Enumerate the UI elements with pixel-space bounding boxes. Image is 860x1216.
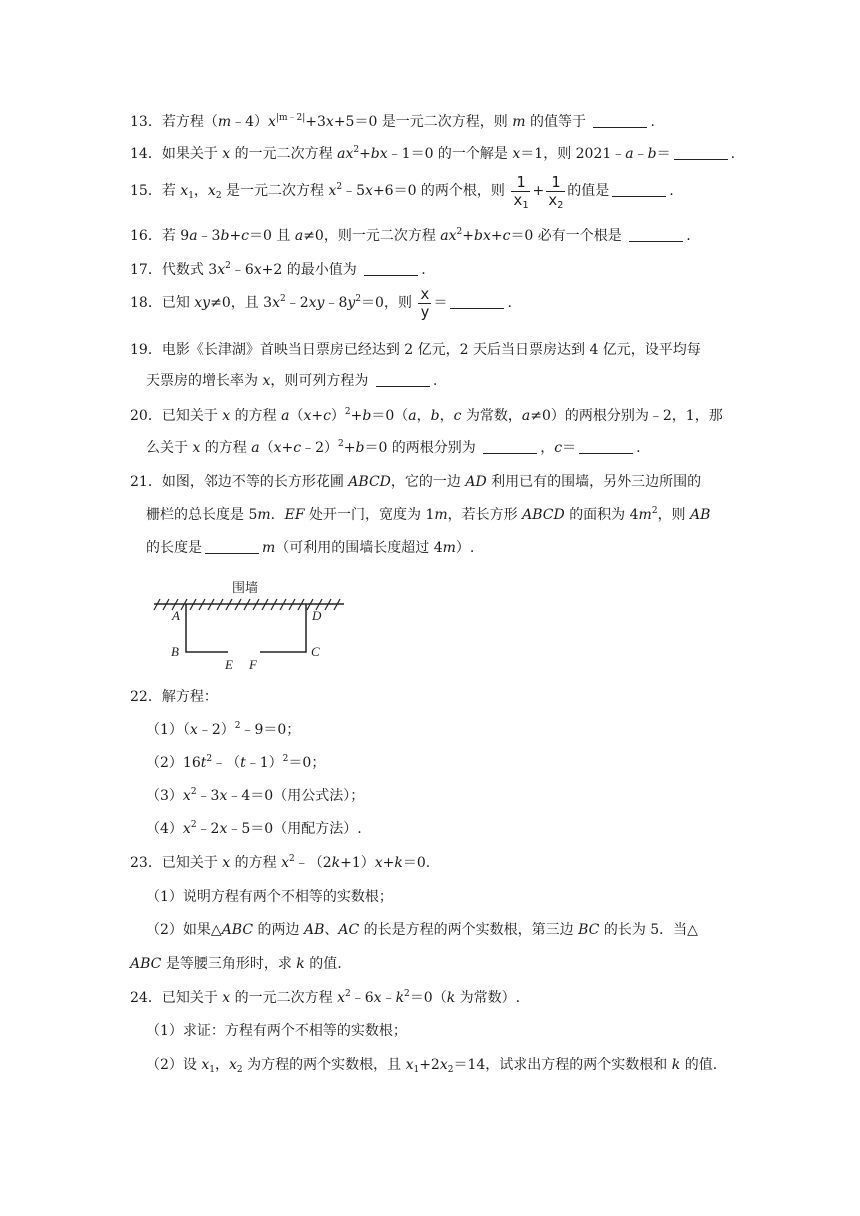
text-segment: +5＝0 是一元二次方程，则 xyxy=(333,114,508,130)
answer-blank[interactable] xyxy=(612,183,666,197)
text-segment: ） xyxy=(330,408,345,424)
superscript: 2 xyxy=(234,721,241,731)
text-segment: 已知 xyxy=(161,295,190,311)
text-segment: （3） xyxy=(146,788,183,804)
wall-label: 围墙 xyxy=(232,580,259,595)
text-segment: 代数式 3 xyxy=(161,262,218,278)
text-segment: ﹣1） xyxy=(245,755,283,771)
math-variable: x xyxy=(439,1057,448,1073)
text-segment: 20． xyxy=(130,408,162,424)
math-variable: x+c xyxy=(273,440,302,456)
math-variable: k xyxy=(331,855,341,871)
superscript: 2 xyxy=(336,182,343,192)
text-segment: ＝0（ xyxy=(371,408,409,424)
text-segment: + xyxy=(350,408,363,424)
text-segment: x xyxy=(420,284,430,303)
math-variable: x xyxy=(272,295,280,311)
question-21 xyxy=(130,472,701,492)
text-segment: ﹣（ xyxy=(212,755,241,771)
math-variable: a xyxy=(294,228,304,244)
math-variable: m xyxy=(217,114,232,130)
subscript: 1 xyxy=(522,199,529,211)
text-segment: （1）（ xyxy=(146,722,190,738)
text-segment: 是一元二次方程 xyxy=(226,183,325,199)
text-segment: ＝1，则 2021﹣ xyxy=(520,146,626,162)
text-segment: ，则可列方程为 xyxy=(270,373,369,389)
text-segment: ﹣ xyxy=(633,146,648,162)
superscript: 2 xyxy=(651,506,658,516)
superscript: 2 xyxy=(282,754,289,764)
question-22-part1 xyxy=(146,720,300,740)
text-segment: 的长为 5．当△ xyxy=(603,922,698,938)
math-variable: x xyxy=(182,788,191,804)
subscript: 1 xyxy=(413,1065,420,1075)
math-variable: BC xyxy=(578,922,600,938)
text-segment: 14． xyxy=(130,146,162,162)
label-D: D xyxy=(312,608,322,623)
text-segment: 已知关于 xyxy=(161,990,218,1006)
question-23-part1 xyxy=(146,887,393,907)
text-segment: 的面积为 4 xyxy=(569,507,639,523)
text-segment: （2）如果△ xyxy=(146,922,222,938)
text-segment: ＝0； xyxy=(288,755,326,771)
text-segment: 1 xyxy=(516,172,526,191)
math-variable: m xyxy=(512,114,526,130)
math-variable: x xyxy=(512,146,521,162)
text-segment: 解方程： xyxy=(161,689,218,705)
math-variable: a xyxy=(625,146,634,162)
label-A: A xyxy=(172,608,180,623)
text-segment: . xyxy=(686,228,691,244)
text-segment: ﹣5＝0（用配方法）. xyxy=(227,821,362,837)
math-variable: EF xyxy=(284,507,305,523)
text-segment: ﹣2 xyxy=(285,295,309,311)
text-segment: （1）求证：方程有两个不相等的实数根； xyxy=(146,1023,407,1039)
question-24-part2 xyxy=(146,1055,717,1075)
fraction-1-over-x2 xyxy=(546,174,565,209)
text-segment: ﹣3 xyxy=(197,228,221,244)
math-variable: xy xyxy=(194,295,211,311)
text-segment: 的长是方程的两个实数根，第三边 xyxy=(363,922,574,938)
math-variable: +bx+c xyxy=(462,228,511,244)
math-variable: x xyxy=(253,262,262,278)
text-segment: 18． xyxy=(130,295,162,311)
math-variable: c xyxy=(241,228,250,244)
text-segment: 为常数）. xyxy=(459,990,521,1006)
math-variable: x xyxy=(365,183,373,199)
math-variable: m xyxy=(442,540,456,556)
text-segment: + xyxy=(229,228,242,244)
question-18 xyxy=(130,284,512,322)
math-variable: k xyxy=(296,956,305,972)
superscript: |m﹣2| xyxy=(275,113,306,123)
text-segment: ﹣4＝0（用公式法）； xyxy=(227,788,365,804)
question-13 xyxy=(130,112,655,132)
subscript: 1 xyxy=(209,1065,216,1075)
text-segment: 1 xyxy=(551,172,561,191)
text-segment: ≠0，且 3 xyxy=(210,295,273,311)
subscript: 2 xyxy=(447,1065,454,1075)
text-segment: 电影《长津湖》首映当日票房已经达到 2 亿元，2 天后当日票房达到 4 亿元，设平均每 xyxy=(161,342,701,358)
math-variable: +bx xyxy=(359,146,388,162)
label-C: C xyxy=(311,644,320,659)
answer-blank[interactable] xyxy=(579,440,633,454)
text-segment: ，若长方形 xyxy=(447,507,518,523)
text-segment: 是等腰三角形时，求 xyxy=(165,956,292,972)
math-variable: x xyxy=(337,990,345,1006)
question-number: 13． xyxy=(130,114,162,130)
text-segment: ， xyxy=(416,408,431,424)
fence-right xyxy=(260,604,306,652)
math-variable: m xyxy=(262,540,276,556)
text-segment: +2 xyxy=(419,1057,440,1073)
text-segment: . xyxy=(421,262,426,278)
answer-blank[interactable] xyxy=(629,228,683,242)
text-segment: ＝0. xyxy=(402,855,431,871)
math-variable: x xyxy=(219,821,228,837)
answer-blank[interactable] xyxy=(450,295,504,309)
text-segment: 的值等于 xyxy=(530,114,586,130)
question-22-part3 xyxy=(146,786,364,806)
answer-blank[interactable] xyxy=(364,262,418,276)
text-segment: . xyxy=(636,440,641,456)
fence-left xyxy=(186,604,228,652)
question-21-cont2 xyxy=(146,538,474,558)
math-variable: x xyxy=(325,114,334,130)
label-B: B xyxy=(171,644,179,659)
text-segment: （2）设 xyxy=(146,1057,197,1073)
fraction-x-over-y xyxy=(418,286,431,321)
text-segment: （ xyxy=(259,440,274,456)
question-22-part4 xyxy=(146,819,362,839)
math-variable: x xyxy=(222,855,231,871)
math-variable: x+k xyxy=(374,855,403,871)
math-variable: x xyxy=(268,114,276,130)
question-19-cont xyxy=(146,371,437,391)
math-variable: ABC xyxy=(221,922,254,938)
superscript: 2 xyxy=(190,787,197,797)
text-segment: 的值. xyxy=(309,956,342,972)
math-variable: AB xyxy=(303,922,325,938)
superscript: 2 xyxy=(355,294,362,304)
text-segment: 15． xyxy=(130,183,162,199)
text-segment: . xyxy=(730,146,736,162)
text-segment: ＝0（ xyxy=(409,990,447,1006)
math-variable: m xyxy=(638,507,652,523)
text-segment: + xyxy=(532,183,545,199)
math-variable: a xyxy=(521,408,531,424)
text-segment: ﹣6 xyxy=(230,262,254,278)
superscript: 2 xyxy=(353,145,360,155)
text-segment: 么关于 xyxy=(146,440,188,456)
subscript: 2 xyxy=(215,191,222,201)
answer-blank[interactable] xyxy=(593,114,647,128)
math-variable: AB xyxy=(690,507,711,523)
text-segment: ﹣2） xyxy=(301,440,339,456)
math-variable: ax xyxy=(440,228,457,244)
math-variable: x xyxy=(222,408,231,424)
text-segment: ﹣2 xyxy=(196,821,220,837)
text-segment: 、 xyxy=(324,922,339,938)
superscript: 2 xyxy=(206,754,213,764)
text-segment: 的值是 xyxy=(567,183,610,199)
text-segment: ＝ xyxy=(562,440,577,456)
math-variable: ABCD xyxy=(522,507,565,523)
text-segment: 利用已有的围墙，另外三边所围的 xyxy=(491,474,702,490)
text-segment: x xyxy=(513,190,523,209)
text-segment: ． xyxy=(270,507,285,523)
answer-blank[interactable] xyxy=(376,373,430,387)
question-14 xyxy=(130,144,735,164)
math-variable: b xyxy=(355,440,365,456)
text-segment: . xyxy=(432,373,438,389)
math-variable: x xyxy=(405,1057,414,1073)
superscript: 2 xyxy=(404,989,410,999)
math-variable: x xyxy=(207,183,216,199)
math-variable: c xyxy=(453,408,462,424)
text-segment: ＝ xyxy=(656,146,671,162)
math-variable: x xyxy=(217,262,226,278)
math-variable: a xyxy=(251,440,260,456)
text-segment: 如图，邻边不等的长方形花圃 xyxy=(161,474,344,490)
math-variable: m xyxy=(434,507,448,523)
question-22-part2 xyxy=(146,753,325,773)
text-segment: . xyxy=(669,183,674,199)
math-variable: x xyxy=(281,855,289,871)
answer-blank[interactable] xyxy=(674,146,728,160)
text-segment: （可利用的围墙长度超过 4 xyxy=(275,540,443,556)
superscript: 2 xyxy=(338,439,344,449)
math-variable: x xyxy=(192,440,201,456)
math-variable: x xyxy=(201,1057,210,1073)
text-segment: 若 9 xyxy=(161,228,190,244)
math-variable: x xyxy=(222,146,231,162)
text-segment: ﹣4） xyxy=(231,114,269,130)
text-segment: ﹣2） xyxy=(197,722,235,738)
question-24-part1 xyxy=(146,1021,407,1041)
text-segment: ﹣8 xyxy=(324,295,348,311)
text-segment: 天票房的增长率为 xyxy=(146,373,258,389)
text-segment: （2）16 xyxy=(146,755,201,771)
text-segment: ，则 xyxy=(657,507,686,523)
text-segment: ﹣ xyxy=(381,990,396,1006)
text-segment: 如果关于 xyxy=(161,146,218,162)
superscript: 2 xyxy=(345,989,351,999)
question-23-part2 xyxy=(146,920,698,940)
math-variable: ABC xyxy=(130,956,162,972)
question-15 xyxy=(130,172,674,210)
text-segment: ， xyxy=(193,183,208,199)
text-segment: ，它的一边 xyxy=(390,474,461,490)
math-variable: b xyxy=(647,146,657,162)
text-segment: 23． xyxy=(130,855,162,871)
math-variable: x xyxy=(222,990,231,1006)
superscript: 2 xyxy=(280,294,286,304)
text-segment: 为常数， xyxy=(465,408,522,424)
math-variable: x xyxy=(229,1057,237,1073)
question-21-cont1 xyxy=(146,505,710,525)
question-20 xyxy=(130,406,723,426)
text-segment: 21． xyxy=(130,474,162,490)
text-segment: +3 xyxy=(305,114,326,130)
math-variable: xy xyxy=(308,295,325,311)
text-segment: 的一元二次方程 xyxy=(234,146,333,162)
math-variable: c xyxy=(554,440,563,456)
text-segment: . xyxy=(507,295,512,311)
text-segment: 若 xyxy=(161,183,176,199)
math-variable: m xyxy=(257,507,271,523)
label-F: F xyxy=(249,657,257,672)
math-variable: a xyxy=(281,408,290,424)
math-variable: k xyxy=(671,1057,681,1073)
text-segment: 22． xyxy=(130,689,162,705)
text-segment: ≠0，则一元二次方程 xyxy=(303,228,436,244)
text-segment: ， xyxy=(215,1057,230,1073)
text-segment: （1）说明方程有两个不相等的实数根； xyxy=(146,889,393,905)
superscript: 2 xyxy=(456,227,463,237)
superscript: 2 xyxy=(190,820,197,830)
text-segment: ）. xyxy=(455,540,475,556)
text-segment: （ xyxy=(289,408,304,424)
text-segment: . xyxy=(650,114,655,130)
text-segment: 的方程 xyxy=(234,855,277,871)
text-segment: （4） xyxy=(146,821,183,837)
math-variable: ABCD xyxy=(348,474,391,490)
text-segment: 17． xyxy=(130,262,162,278)
text-segment: ， xyxy=(540,440,555,456)
question-22 xyxy=(130,687,218,707)
question-20-cont xyxy=(146,438,641,458)
question-17 xyxy=(130,260,426,280)
text-segment: ＝0，则 xyxy=(361,295,412,311)
text-segment: 的值. xyxy=(684,1057,718,1073)
question-23 xyxy=(130,853,430,873)
question-16 xyxy=(130,226,691,246)
math-variable: b xyxy=(430,408,440,424)
math-variable: b xyxy=(362,408,372,424)
text-segment: x xyxy=(548,190,558,209)
superscript: 2 xyxy=(289,854,295,864)
text-segment: 的方程 xyxy=(234,408,277,424)
text-segment: +2 的最小值为 xyxy=(261,262,357,278)
math-variable: t xyxy=(200,755,207,771)
superscript: 2 xyxy=(344,407,351,417)
text-segment: ﹣6 xyxy=(350,990,374,1006)
answer-blank[interactable] xyxy=(483,440,537,454)
text-segment: ， xyxy=(439,408,454,424)
text-segment: 19． xyxy=(130,342,162,358)
text-segment: 栅栏的总长度是 5 xyxy=(146,507,258,523)
text-segment: 处开一门，宽度为 1 xyxy=(309,507,435,523)
text-segment: ＝14，试求出方程的两个实数根和 xyxy=(453,1057,668,1073)
text-segment: 的方程 xyxy=(204,440,247,456)
subscript: 2 xyxy=(236,1065,243,1075)
question-23-part2-cont xyxy=(130,954,342,974)
math-variable: x xyxy=(373,990,382,1006)
text-segment: +6＝0 的两个根，则 xyxy=(372,183,505,199)
question-24 xyxy=(130,988,520,1008)
garden-fence-figure xyxy=(150,577,350,672)
math-variable: a xyxy=(189,228,198,244)
math-variable: k xyxy=(446,990,456,1006)
text-segment: 的两边 xyxy=(257,922,300,938)
math-variable: ax xyxy=(337,146,354,162)
text-segment: ﹣3 xyxy=(196,788,220,804)
text-segment: ＝0 的两根分别为 xyxy=(364,440,476,456)
text-segment: ﹣（2 xyxy=(294,855,332,871)
text-segment: 若方程（ xyxy=(161,114,218,130)
text-segment: ＝0 且 xyxy=(249,228,291,244)
text-segment: ≠0）的两根分别为﹣2，1，那 xyxy=(530,408,723,424)
text-segment: 为方程的两个实数根，且 xyxy=(247,1057,402,1073)
math-variable: b xyxy=(220,228,230,244)
math-variable: x xyxy=(328,183,337,199)
fraction-1-over-x1 xyxy=(511,174,530,209)
text-segment: +1） xyxy=(340,855,375,871)
label-E: E xyxy=(225,657,233,672)
math-variable: k xyxy=(395,990,405,1006)
math-variable: x xyxy=(189,722,198,738)
text-segment: ﹣5 xyxy=(342,183,366,199)
superscript: 2 xyxy=(225,261,231,271)
text-segment: 已知关于 xyxy=(161,408,218,424)
math-variable: x+c xyxy=(303,408,331,424)
subscript: 1 xyxy=(188,191,194,201)
subscript: 2 xyxy=(557,199,564,211)
text-segment: + xyxy=(343,440,356,456)
math-variable: a xyxy=(408,408,417,424)
math-variable: x xyxy=(219,788,228,804)
text-segment: ﹣1＝0 的一个解是 xyxy=(387,146,508,162)
math-variable: x xyxy=(182,821,191,837)
text-segment: ＝0 必有一个根是 xyxy=(510,228,622,244)
text-segment: 的一元二次方程 xyxy=(234,990,333,1006)
math-variable: AD xyxy=(465,474,487,490)
math-variable: y xyxy=(347,295,356,311)
question-19 xyxy=(130,340,701,360)
math-variable: t xyxy=(240,755,246,771)
text-segment: 的长度是 xyxy=(146,540,202,556)
text-segment: ﹣9＝0； xyxy=(240,722,301,738)
text-segment: 已知关于 xyxy=(161,855,218,871)
math-variable: x xyxy=(262,373,271,389)
text-segment: 24． xyxy=(130,990,162,1006)
text-segment: 16． xyxy=(130,228,162,244)
text-segment: ＝ xyxy=(433,295,448,311)
text-segment: y xyxy=(420,302,430,321)
math-variable: x xyxy=(180,183,189,199)
math-variable: AC xyxy=(338,922,360,938)
answer-blank[interactable] xyxy=(205,540,259,554)
